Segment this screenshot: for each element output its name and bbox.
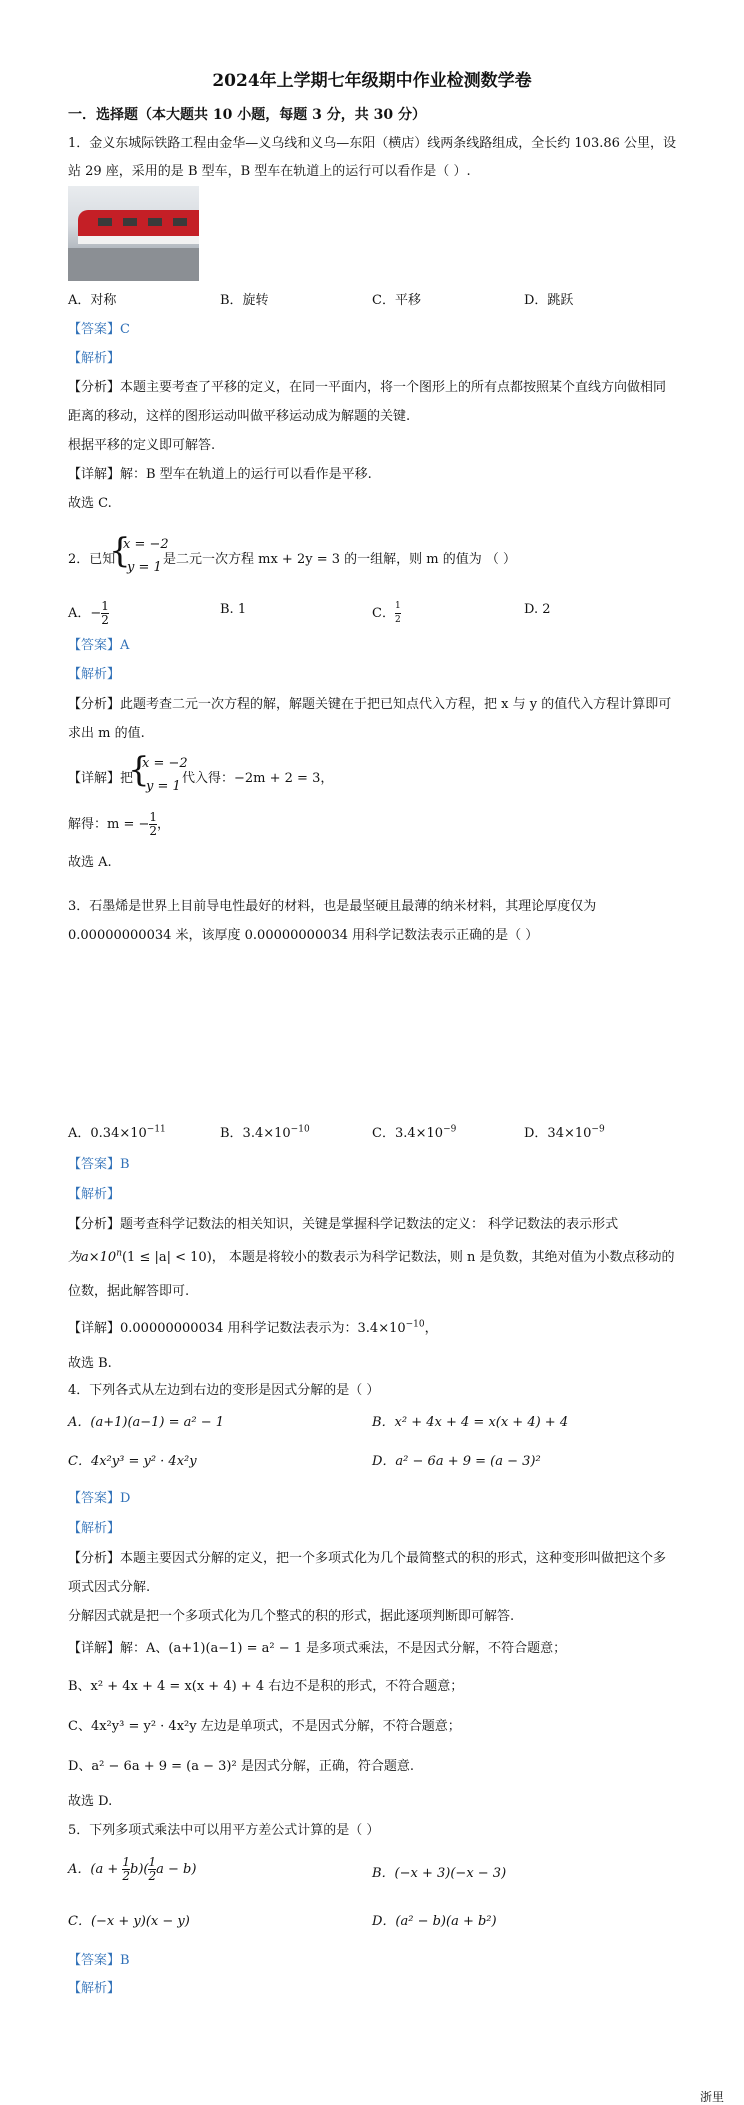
q4-analysis-label: 【解析】 [68, 1521, 121, 1536]
q3-option-d: D．$34\times 10^{-9}$ [524, 1124, 605, 1141]
q3-stem-line1: 3．石墨烯是世界上目前导电性最好的材料，也是最坚硬且最薄的纳米材料，其理论厚度仅为 [68, 899, 597, 914]
q3-answer: 【答案】B [68, 1157, 130, 1172]
q3-fenxi-line1: 【分析】题考查科学记数法的相关知识，关键是掌握科学记数法的定义： 科学记数法的表示形式 [68, 1217, 619, 1232]
q5-option-b: B．(−x + 3)(−x − 3) [372, 1866, 507, 1881]
page-title: 2024年上学期七年级期中作业检测数学卷 [212, 71, 532, 91]
q4-detail-d: D、a² − 6a + 9 = (a − 3)² 是因式分解，正确，符合题意. [68, 1759, 414, 1774]
q2-option-a: A．− $\frac{1}{2}$ [68, 599, 109, 627]
q4-fenxi-line1: 【分析】本题主要因式分解的定义，把一个多项式化为几个最简整式的积的形式，这种变形叫做把这个多 [68, 1551, 667, 1566]
q5-option-d: D．(a² − b)(a + b²) [372, 1914, 497, 1929]
q3-fenxi-line2: 为$a\times 10^n(1 \le |a| < 10)$， 本题是将较小的数表示为科学记数法，则 n 是负数，其绝对值为小数点移动的 [68, 1248, 675, 1265]
q4-option-b: B．x² + 4x + 4 = x(x + 4) + 4 [372, 1415, 569, 1430]
q1-option-b: B．旋转 [220, 293, 269, 308]
q1-answer: 【答案】C [68, 322, 130, 337]
q2-analysis-label: 【解析】 [68, 667, 121, 682]
q2-detail-eq1: x = −2 [142, 756, 188, 771]
q5-answer: 【答案】B [68, 1953, 130, 1968]
q2-detail-suffix: 代入得：−2m + 2 = 3， [182, 771, 334, 786]
q1-detail: 【详解】解：B 型车在轨道上的运行可以看作是平移. [68, 467, 372, 482]
q1-stem-line2: 站 29 座，采用的是 B 型车，B 型车在轨道上的运行可以看作是（ ）. [68, 164, 471, 179]
q1-fenxi-line3: 根据平移的定义即可解答. [68, 438, 216, 453]
q5-option-c: C．(−x + y)(x − y) [68, 1914, 190, 1929]
q4-option-c: C．4x²y³ = y² · 4x²y [68, 1454, 197, 1469]
q2-conclusion: 故选 A. [68, 855, 112, 870]
q3-fenxi-line3: 位数，据此解答即可. [68, 1284, 190, 1299]
q2-solve: 解得：m = − $\frac{1}{2}$ ， [68, 810, 171, 838]
q2-brace: { [109, 531, 131, 571]
train-photo [68, 186, 199, 281]
q4-answer: 【答案】D [68, 1491, 131, 1506]
q4-detail-a: 【详解】解：A、(a+1)(a−1) = a² − 1 是多项式乘法，不是因式分解，不符合题意； [68, 1641, 567, 1656]
q3-option-c: C．$3.4\times 10^{-9}$ [372, 1124, 457, 1141]
q2-detail-brace: { [128, 750, 150, 790]
q1-option-a: A．对称 [68, 293, 117, 308]
q1-fenxi-line1: 【分析】本题主要考查了平移的定义，在同一平面内，将一个图形上的所有点都按照某个直线方向做相同 [68, 380, 667, 395]
q2-fenxi-line2: 求出 m 的值. [68, 726, 145, 741]
q3-conclusion: 故选 B. [68, 1356, 112, 1371]
q5-analysis-label: 【解析】 [68, 1981, 121, 1996]
q3-analysis-label: 【解析】 [68, 1187, 121, 1202]
q1-option-c: C．平移 [372, 293, 421, 308]
q3-stem-line2: 0.00000000034 米，该厚度 0.00000000034 用科学记数法表示正确的是（ ） [68, 928, 539, 943]
q4-fenxi-line3: 分解因式就是把一个多项式化为几个整式的积的形式，据此逐项判断即可解答. [68, 1609, 515, 1624]
q4-option-d: D．a² − 6a + 9 = (a − 3)² [372, 1454, 541, 1469]
q4-detail-b: B、x² + 4x + 4 = x(x + 4) + 4 右边不是积的形式，不符合题意； [68, 1679, 464, 1694]
q2-prefix: 2．已知 [68, 552, 116, 567]
q4-conclusion: 故选 D. [68, 1794, 113, 1809]
q2-option-d: D. 2 [524, 602, 551, 617]
q3-option-b: B．$3.4\times 10^{-10}$ [220, 1124, 310, 1141]
q4-stem: 4．下列各式从左边到右边的变形是因式分解的是（ ） [68, 1383, 380, 1398]
q2-option-c: C． $\frac{1}{2}$ [372, 601, 401, 625]
q3-option-a: A．$0.34\times 10^{-11}$ [68, 1124, 166, 1141]
q2-answer: 【答案】A [68, 638, 130, 653]
q5-stem: 5．下列多项式乘法中可以用平方差公式计算的是（ ） [68, 1823, 380, 1838]
q2-detail-prefix: 【详解】把 [68, 771, 134, 786]
q2-detail-eq2: y = 1 [146, 779, 181, 794]
q2-fenxi-line1: 【分析】此题考查二元一次方程的解，解题关键在于把已知点代入方程，把 x 与 y 的值代入方程计算即可 [68, 697, 672, 712]
q4-fenxi-line2: 项式因式分解. [68, 1580, 151, 1595]
q1-conclusion: 故选 C. [68, 496, 112, 511]
q2-system-eq1: x = −2 [123, 537, 169, 552]
section-heading: 一．选择题（本大题共 10 小题，每题 3 分，共 30 分） [68, 107, 426, 123]
q5-option-a: A．(a + $\frac{1}{2}$ b)( $\frac{1}{2}$ a − b) [68, 1855, 197, 1883]
q2-option-b: B. 1 [220, 602, 247, 617]
q4-detail-c: C、4x²y³ = y² · 4x²y 左边是单项式，不是因式分解，不符合题意； [68, 1719, 461, 1734]
q1-option-d: D．跳跃 [524, 293, 574, 308]
footer-text: 浙里 [699, 2090, 724, 2104]
q2-suffix: 是二元一次方程 mx + 2y = 3 的一组解，则 m 的值为 （ ） [163, 552, 516, 567]
q1-fenxi-line2: 距离的移动，这样的图形运动叫做平移运动成为解题的关键. [68, 409, 411, 424]
q3-detail: 【详解】0.00000000034 用科学记数法表示为：$3.4\times 10^{-10}$， [68, 1319, 438, 1336]
q1-analysis-label: 【解析】 [68, 351, 121, 366]
q4-option-a: A．(a+1)(a−1) = a² − 1 [68, 1415, 225, 1430]
q1-stem-line1: 1．金义东城际铁路工程由金华—义乌线和义乌—东阳（横店）线两条线路组成，全长约 103.86 公里，设 [68, 136, 677, 151]
q2-system-eq2: y = 1 [127, 560, 162, 575]
